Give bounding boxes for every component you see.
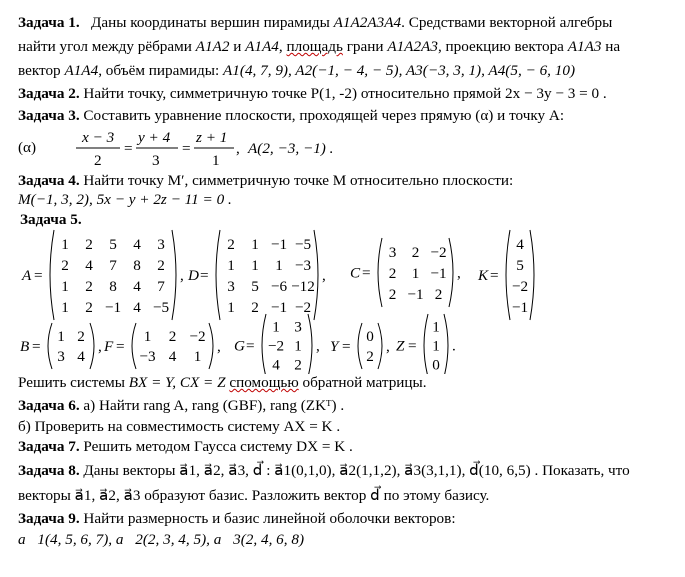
task4-point-plane: M(−1, 3, 2), 5x − y + 2z − 11 = 0 . [18, 191, 232, 208]
matrix-d-right-paren [314, 230, 318, 320]
eq-sign-1: = [124, 140, 133, 157]
matrix-f-eq: = [116, 338, 125, 355]
matrix-d-cell: −5 [294, 235, 312, 253]
matrix-y-sep: , [386, 338, 390, 355]
task1-heading: Задача 1. [18, 14, 80, 31]
task8-heading: Задача 8. [18, 462, 80, 479]
vector-a1a3: A1A3 [567, 38, 602, 55]
matrix-a-cell: 1 [61, 235, 69, 253]
matrix-a-right-paren [172, 230, 176, 320]
matrix-c-sep: , [457, 264, 461, 282]
comma: , [236, 140, 240, 157]
matrix-c-left-paren [378, 238, 382, 307]
task2-text: Найти точку, симметричную точке P(1, -2) относительно прямой 2x − 3y − 3 = 0 . [83, 85, 607, 102]
matrix-b-eq: = [32, 338, 41, 355]
task5-method-b: обратной матрицы. [302, 374, 427, 391]
matrix-b-cell: 1 [57, 328, 65, 345]
matrix-a-cell: −5 [152, 298, 170, 316]
eq-sign-2: = [182, 140, 191, 157]
matrix-y-cell: 0 [366, 328, 374, 345]
task3-equation [18, 128, 338, 172]
matrix-c-name: C [350, 264, 361, 282]
matrix-f-right-paren [209, 323, 213, 369]
matrix-a-cell: 4 [133, 277, 141, 295]
matrix-d-name: D [188, 267, 199, 284]
matrix-c-cell: 2 [388, 285, 397, 303]
task3-line [18, 107, 564, 125]
task5-solve-line [18, 374, 427, 392]
matrix-d-cell: −6 [270, 277, 288, 295]
task2-heading: Задача 2. [18, 85, 80, 102]
task6-line-b [18, 418, 340, 436]
matrix-a-cell: 1 [61, 277, 69, 295]
task7-heading: Задача 7. [18, 438, 80, 455]
task1-text: Даны координаты вершин пирамиды [91, 14, 330, 31]
matrix-c-cell: −1 [430, 264, 447, 282]
task1-proj: , проекцию вектора [437, 38, 564, 55]
task6-b-text: б) Проверить на совместимость систему AX = K . [18, 418, 341, 435]
matrix-f-cell: 1 [193, 348, 202, 365]
matrix-f-cell: 1 [143, 328, 152, 345]
matrix-f-left-paren [132, 323, 136, 369]
task6-text: а) Найти rang A, rang (GBF), rang (ZKᵀ) . [83, 397, 345, 414]
matrix-b-name: B [20, 338, 30, 355]
task1-face-label: грани [346, 38, 384, 55]
matrix-g-cell: −2 [267, 337, 285, 355]
matrix-b-left-paren [48, 323, 52, 369]
matrix-b-sep: , [98, 338, 102, 355]
matrix-k-cell: 4 [516, 235, 524, 253]
task9-line1 [18, 510, 456, 528]
matrix-y-left-paren [358, 323, 362, 369]
frac1-den: 2 [94, 152, 102, 169]
matrix-c-cell: 2 [434, 285, 443, 303]
matrix-c-cell: −2 [430, 243, 447, 261]
matrix-d-cell: 1 [227, 256, 235, 274]
matrix-d-cell: −1 [270, 235, 288, 253]
matrix-c-cell: 3 [388, 243, 397, 261]
matrix-a-cell: 4 [133, 298, 141, 316]
matrix-a-left-paren [50, 230, 54, 320]
matrix-g-cell: 4 [272, 356, 280, 374]
matrix-f-sep: , [217, 338, 221, 355]
vector-a1a4: A1A4 [64, 62, 99, 79]
matrix-a-cell: 8 [133, 256, 141, 274]
frac3-den: 1 [212, 152, 220, 169]
task9-line2 [18, 531, 304, 549]
matrix-a-cell: 2 [85, 277, 93, 295]
task1-text-b: . Средствами векторной алгебры [401, 14, 613, 31]
frac2-num: y + 4 [138, 129, 171, 146]
task4-line2 [18, 191, 232, 209]
matrix-f-cell: −3 [139, 348, 156, 365]
matrix-f-cell: 4 [168, 348, 177, 365]
matrix-g-right-paren [308, 314, 312, 374]
matrix-c-eq: = [362, 264, 371, 282]
task1-text-c: найти угол между рёбрами [18, 38, 192, 55]
matrix-y-right-paren [378, 323, 382, 369]
task3-heading: Задача 3. [18, 107, 80, 124]
pyramid-name: A1A2A3A4 [333, 14, 402, 31]
matrix-g-name: G [234, 337, 245, 355]
matrix-a-cell: 8 [109, 277, 117, 295]
task1-on: на [605, 38, 621, 55]
matrix-a-cell: 5 [109, 235, 117, 253]
task1-line1 [18, 14, 612, 32]
matrix-a-sep: , [180, 267, 184, 284]
matrix-z-name: Z [396, 337, 405, 355]
matrix-b-cell: 3 [57, 348, 65, 365]
matrix-y-cell: 2 [366, 348, 374, 365]
task8-line1 [18, 462, 630, 480]
matrix-z-left-paren [424, 314, 428, 374]
matrix-a-cell: 2 [85, 235, 93, 253]
matrix-d-cell: 2 [227, 235, 235, 253]
matrix-k-right-paren [530, 230, 534, 320]
line-equation-svg [18, 128, 338, 172]
task5-line [20, 211, 82, 229]
matrix-a-cell: 2 [157, 256, 165, 274]
task1-line2: найти угол между рёбрами A1A2 и A1A4, площадь грани A1A2A3, проекцию вектора A1A3 на [18, 38, 621, 55]
matrix-c-cell: 1 [411, 264, 420, 282]
task4-text: Найти точку M′, симметричную точке M относительно плоскости: [83, 172, 514, 189]
task9-heading: Задача 9. [18, 510, 80, 527]
matrix-d-cell: 1 [251, 235, 259, 253]
matrix-g-cell: 1 [272, 318, 280, 336]
matrix-g-cell: 2 [294, 356, 302, 374]
task8-text1: Даны векторы a⃗1, a⃗2, a⃗3, d⃗ : a⃗1(0,1,0), a⃗2(1,1,2), a⃗3(3,1,1), d⃗(10, 6,5) . Показать, что [83, 462, 630, 479]
matrix-y-name: Y [330, 338, 339, 355]
matrix-z-cell: 0 [432, 356, 440, 374]
matrix-b-cell: 2 [77, 328, 85, 345]
matrix-f-name: F [104, 338, 114, 355]
matrix-d-cell: −12 [291, 277, 315, 295]
task7-text: Решить методом Гаусса систему DX = K . [83, 438, 353, 455]
task6-line [18, 397, 344, 415]
matrix-g-left-paren [262, 314, 266, 374]
task1-vector-word: вектор [18, 62, 61, 79]
task4-heading: Задача 4. [18, 172, 80, 189]
matrix-a-cell: 7 [109, 256, 117, 274]
task5-solve-text: Решить системы [18, 374, 125, 391]
matrix-d-sep: , [322, 267, 326, 284]
matrix-a-cell: 4 [85, 256, 93, 274]
matrix-d-cell: 1 [227, 298, 235, 316]
matrix-d-cell: −2 [294, 298, 312, 316]
matrix-y-eq: = [342, 338, 351, 355]
task5-heading: Задача 5. [20, 211, 82, 228]
matrix-d-cell: −3 [294, 256, 312, 274]
matrices-area [0, 228, 685, 374]
matrix-k-cell: −2 [511, 277, 529, 295]
point-a: A(2, −3, −1) . [248, 140, 334, 157]
matrix-d-left-paren [216, 230, 220, 320]
matrix-g-sep: , [316, 337, 320, 355]
matrix-d-cell: −1 [270, 298, 288, 316]
task6-heading: Задача 6. [18, 397, 80, 414]
task1-area-word: площадь [286, 38, 343, 55]
matrix-z-sep: . [452, 337, 456, 355]
matrix-a-cell: 7 [157, 277, 165, 295]
edge-a1a4: A1A4 [245, 38, 279, 55]
matrix-b-right-paren [90, 323, 94, 369]
task8-text2: векторы a⃗1, a⃗2, a⃗3 образуют базис. Разложить вектор d⃗ по этому базису. [18, 487, 490, 504]
matrix-c-right-paren [449, 238, 453, 307]
matrix-c-cell: 2 [411, 243, 420, 261]
matrix-k-name: K [478, 267, 489, 284]
task4-line1 [18, 172, 513, 190]
task8-line2 [18, 487, 489, 505]
matrix-d-cell: 1 [251, 256, 259, 274]
matrix-a-cell: 2 [85, 298, 93, 316]
face-a1a2a3: A1A2A3 [387, 38, 438, 55]
matrix-k-left-paren [506, 230, 510, 320]
matrix-z-cell: 1 [432, 337, 440, 355]
matrix-a-cell: 3 [157, 235, 165, 253]
matrix-z-eq: = [408, 337, 417, 355]
matrix-a-cell: 2 [61, 256, 69, 274]
frac1-num: x − 3 [82, 129, 115, 146]
task1-line3 [18, 62, 575, 80]
matrix-a-cell: 1 [61, 298, 69, 316]
matrix-a-cell: −1 [104, 298, 122, 316]
task1-volume: , объём пирамиды: [98, 62, 220, 79]
matrix-z-right-paren [444, 314, 448, 374]
matrix-d-cell: 3 [227, 277, 235, 295]
matrix-k-eq: = [490, 267, 499, 284]
matrix-f-cell: −2 [189, 328, 206, 345]
task5-systems: BX = Y, CX = Z [128, 374, 226, 391]
task1-and: и [233, 38, 242, 55]
matrix-d-cell: 5 [251, 277, 259, 295]
task3-text: Составить уравнение плоскости, проходящей через прямую (α) и точку A: [83, 107, 565, 124]
matrix-c-cell: 2 [388, 264, 397, 282]
matrix-a-eq: = [34, 267, 43, 284]
task7-line [18, 438, 353, 456]
pyramid-points: A1(4, 7, 9), A2(−1, − 4, − 5), A3(−3, 3, 1), A4(5, − 6, 10) [223, 62, 576, 79]
matrix-g-cell: 3 [294, 318, 302, 336]
matrix-k-cell: 5 [516, 256, 524, 274]
matrix-d-cell: 1 [275, 256, 283, 274]
matrix-f-cell: 2 [168, 328, 177, 345]
matrix-d-eq: = [200, 267, 209, 284]
matrix-g-eq: = [246, 337, 255, 355]
task9-text: Найти размерность и базис линейной оболочки векторов: [83, 510, 456, 527]
matrix-k-cell: −1 [511, 298, 529, 316]
matrix-b-cell: 4 [77, 348, 85, 365]
frac3-num: z + 1 [196, 129, 228, 146]
task2-line [18, 85, 607, 103]
alpha-label: (α) [18, 139, 37, 156]
matrix-z-cell: 1 [432, 318, 440, 336]
matrix-g-cell: 1 [294, 337, 302, 355]
matrix-c-cell: −1 [407, 285, 424, 303]
task5-method-a: спомощью [229, 374, 299, 391]
edge-a1a2: A1A2 [195, 38, 230, 55]
frac2-den: 3 [152, 152, 160, 169]
matrix-a-cell: 4 [133, 235, 141, 253]
task9-vectors: a⃗1(4, 5, 6, 7), a⃗2(2, 3, 4, 5), a⃗3(2, 4, 6, 8) [18, 531, 305, 548]
matrix-a-name: A [22, 267, 32, 284]
matrix-d-cell: 2 [251, 298, 259, 316]
